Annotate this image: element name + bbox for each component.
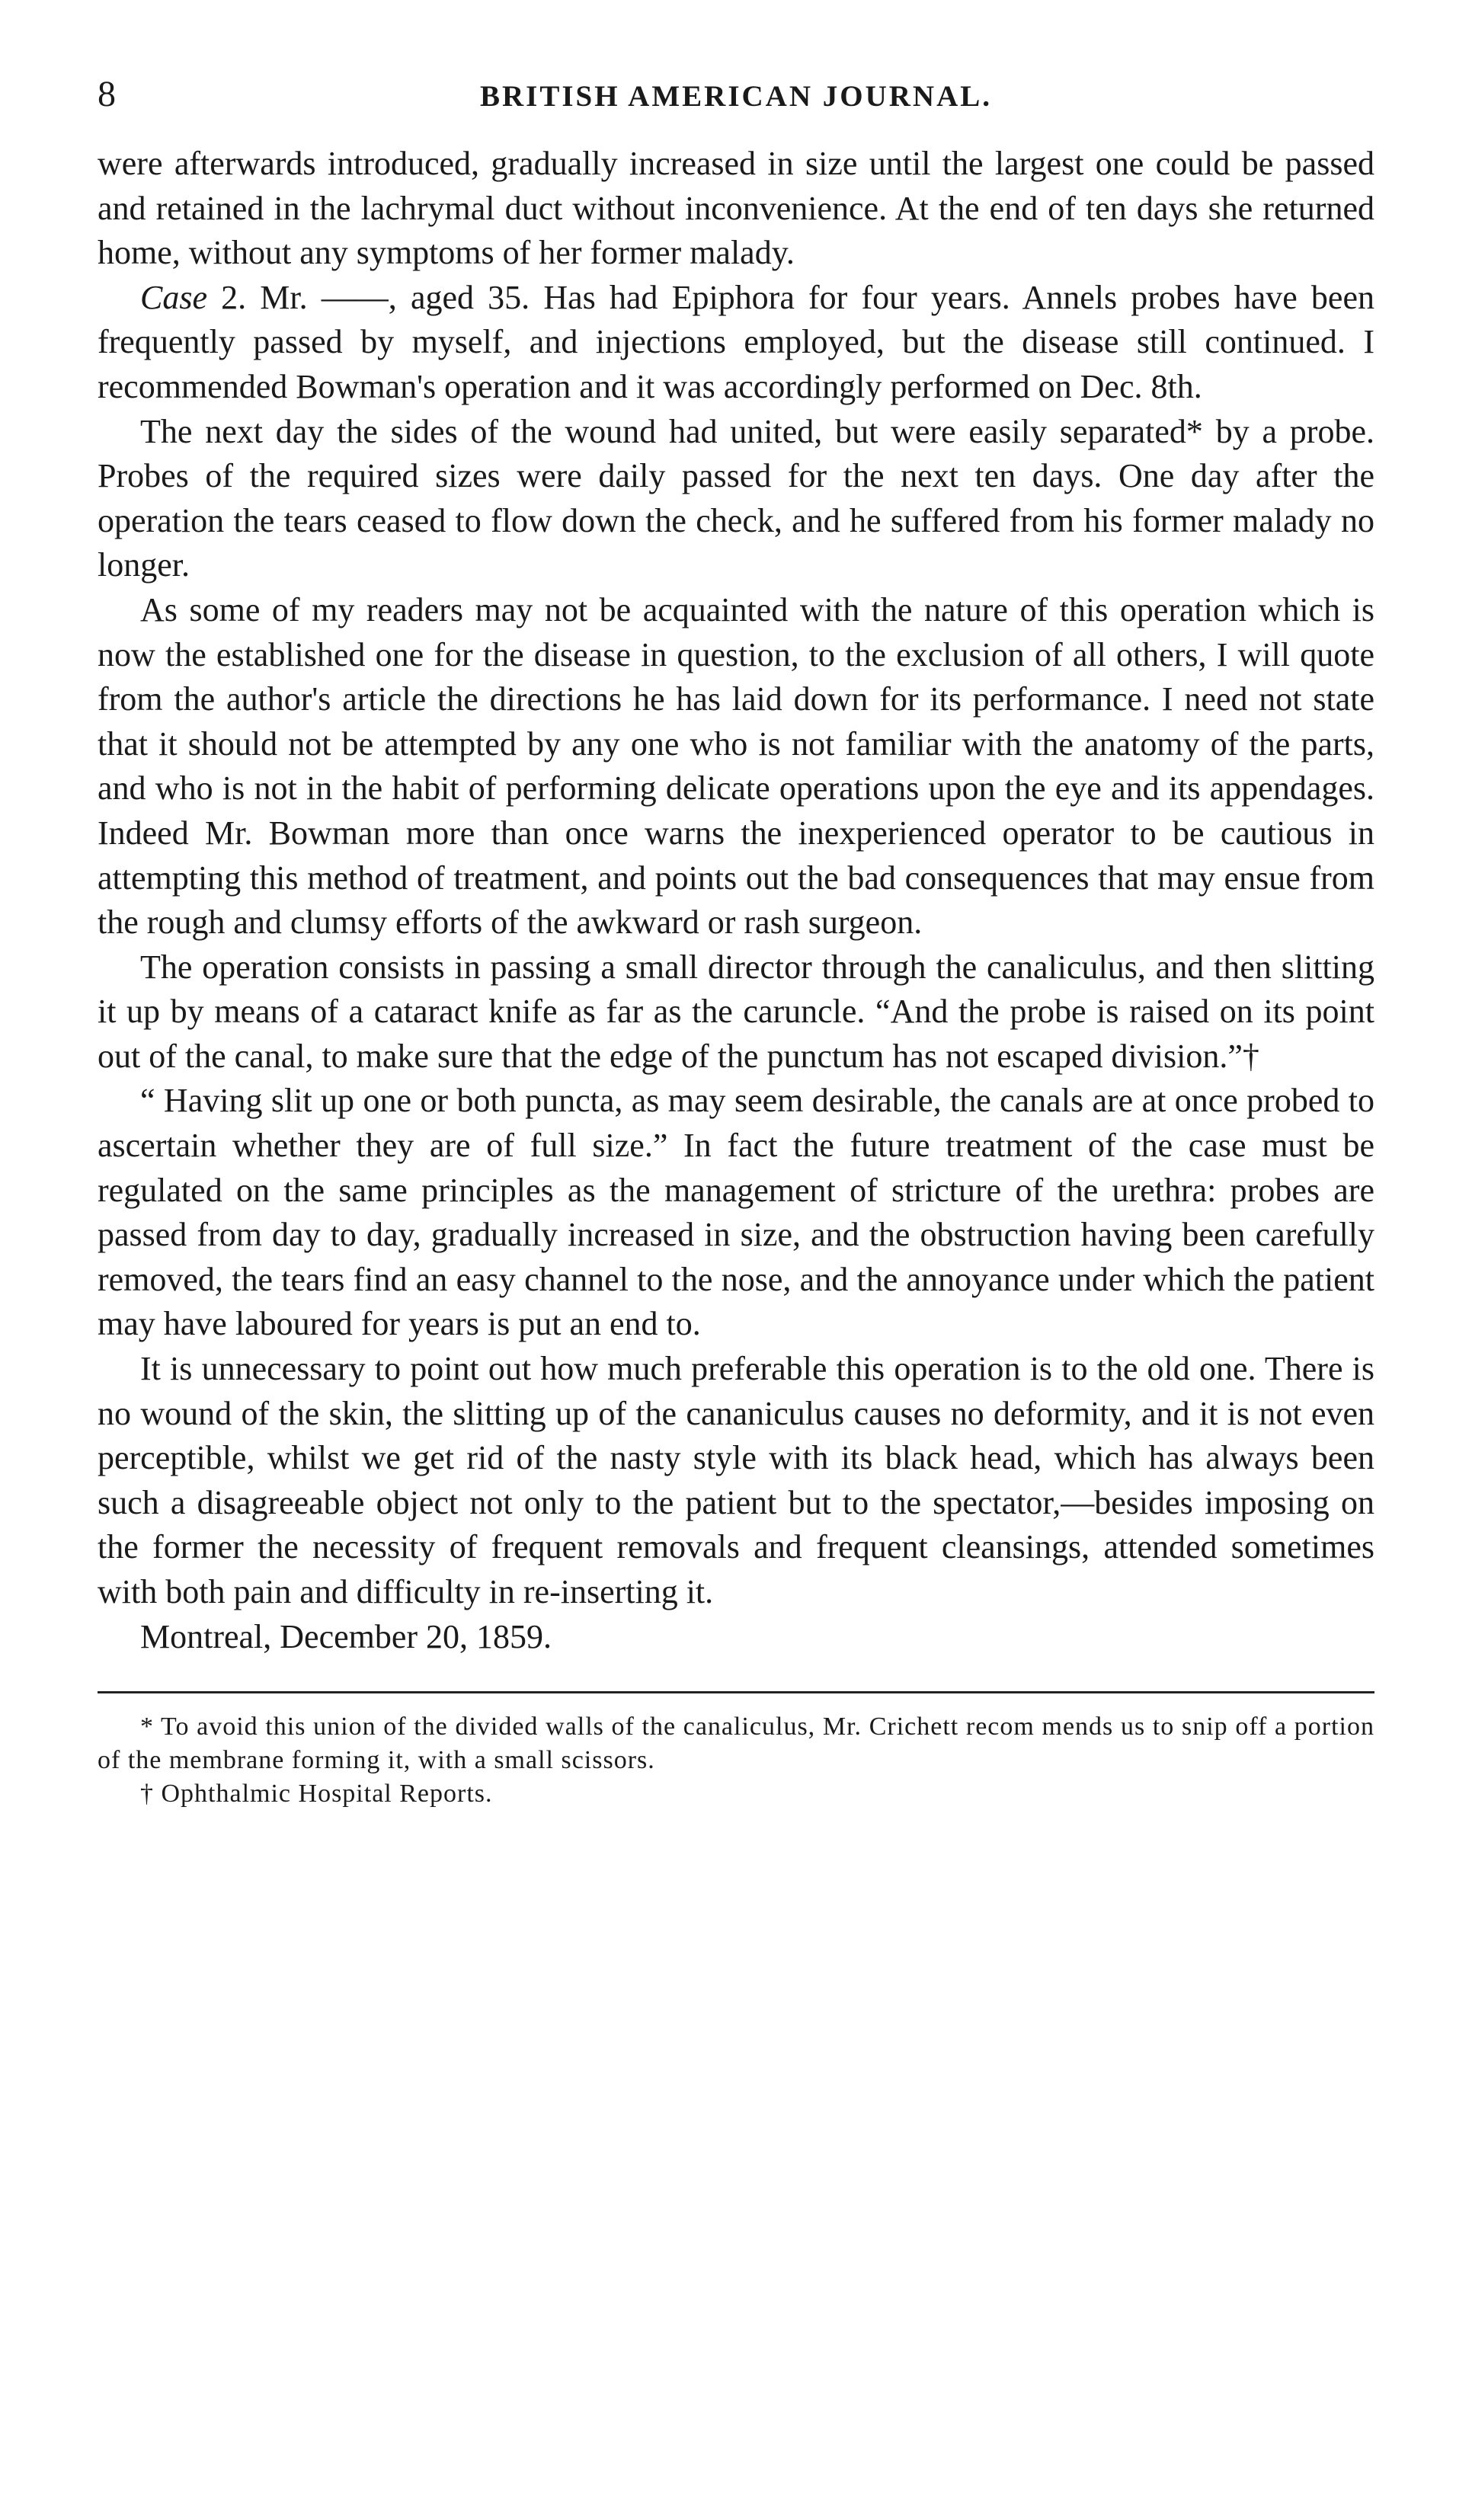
page-number: 8 [98, 74, 116, 114]
paragraph-case-2 [98, 276, 1374, 410]
paragraph-preferable: It is unnecessary to point out how much preferable this operation is to the old one. There is no wound of the skin, the slitting up of the cananiculus causes no deformity, and it is not even perceptible, whilst we get rid of the nasty style with its black head, which has always been such a disagreeable object not only to the patient but to the spectator,—besides imposing on the former the necessity of frequent removals and frequent cleansings, attended sometimes with both pain and difficulty in re-inserting it. [98, 1350, 1374, 1610]
journal-page [98, 70, 1374, 1811]
signoff-dateline: Montreal, December 20, 1859. [140, 1617, 552, 1655]
footnote-asterisk: * To avoid this union of the divided walls of the canaliculus, Mr. Crichett recom mends us to snip off a portion of the membrane forming it, with a small scissors. [98, 1713, 1374, 1775]
paragraph-puncta: “ Having slit up one or both puncta, as may seem desirable, the canals are at once probed to ascertain whether they are of full size.” In fact the future treatment of the case must be regulated on the same principles as the management of stricture of the urethra: probes are passed from day to day, gradually increased in size, and the obstruction having been carefully removed, the tears find an easy channel to the nose, and the annoyance under which the patient may have laboured for years is put an end to. [98, 1082, 1374, 1343]
footnote-divider [98, 1691, 1374, 1693]
case-label: Case [140, 278, 207, 316]
footnote-dagger: † Ophthalmic Hospital Reports. [140, 1780, 493, 1808]
case-2-text: Has had Epiphora for four years. Annels probes have been frequently passed by myself, and injections employed, but the disease still continued. I recommended Bowman's operation and it was accordingly performed on Dec. 8th. [98, 278, 1374, 405]
article-body [98, 142, 1374, 1659]
paragraph-continuation: were afterwards introduced, gradually increased in size until the largest one could be passed and retained in the lachrymal duct without inconvenience. At the end of ten days she returned home, without any symptoms of her former malady. [98, 145, 1374, 272]
journal-title: BRITISH AMERICAN JOURNAL. [480, 80, 992, 113]
footnotes [98, 1710, 1374, 1811]
paragraph-next-day: The next day the sides of the wound had united, but were easily separated* by a probe. Probes of the required sizes were daily passed for the next ten days. One day after the operation the tears ceased to flow down the check, and he suffered from his former malady no longer. [98, 412, 1374, 584]
paragraph-readers: As some of my readers may not be acquainted with the nature of this operation which is now the established one for the disease in question, to the exclusion of all others, I will quote from the author's article the directions he has laid down for its performance. I need not state that it should not be attempted by any one who is not familiar with the anatomy of the parts, and who is not in the habit of performing delicate operations upon the eye and its appendages. Indeed Mr. Bowman more than once warns the inexperienced operator to be cautious in attempting this method of treatment, and points out the bad consequences that may ensue from the rough and clumsy efforts of the awkward or rash surgeon. [98, 590, 1374, 942]
running-head [98, 70, 1374, 131]
case-2-lead: 2. Mr. ——, aged 35. [207, 278, 544, 316]
paragraph-operation: The operation consists in passing a small director through the canaliculus, and then slitting it up by means of a cataract knife as far as the caruncle. “And the probe is raised on its point out of the canal, to make sure that the edge of the punctum has not escaped division.”† [98, 948, 1374, 1075]
